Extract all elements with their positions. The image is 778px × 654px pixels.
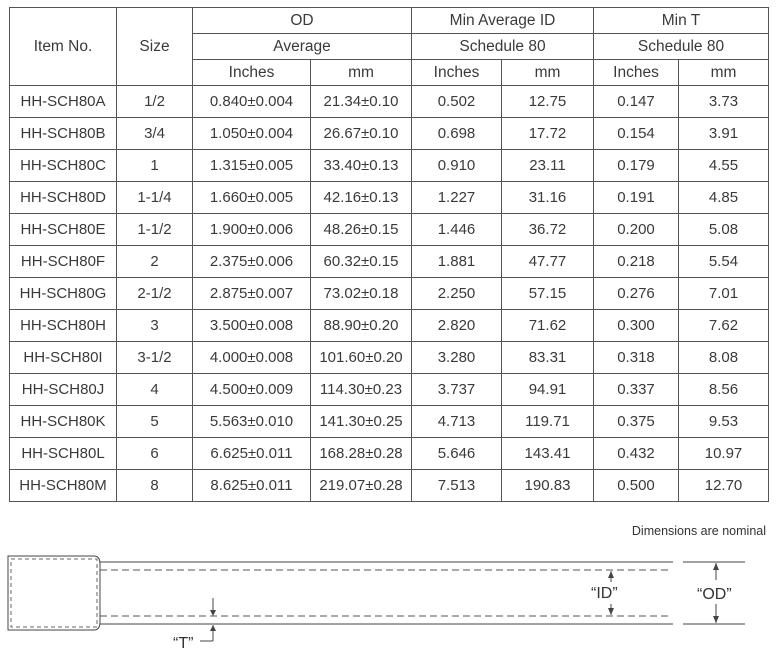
header-t-schedule: Schedule 80 [594, 34, 769, 60]
t-mm-cell: 5.54 [679, 246, 769, 278]
item-no-cell: HH-SCH80C [10, 150, 117, 182]
id-mm-cell: 94.91 [502, 374, 594, 406]
t-inches-cell: 0.337 [594, 374, 679, 406]
id-arrow-bottom [608, 608, 614, 615]
od-mm-cell: 101.60±0.20 [311, 342, 412, 374]
od-mm-cell: 26.67±0.10 [311, 118, 412, 150]
table-row [10, 470, 769, 502]
id-mm-cell: 36.72 [502, 214, 594, 246]
id-arrow-top [608, 571, 614, 578]
t-arrow-lower [210, 625, 216, 631]
t-mm-cell: 10.97 [679, 438, 769, 470]
id-inches-cell: 1.227 [412, 182, 502, 214]
size-cell: 1/2 [117, 86, 193, 118]
item-no-cell: HH-SCH80D [10, 182, 117, 214]
t-mm-cell: 8.56 [679, 374, 769, 406]
header-id-inches: Inches [412, 60, 502, 86]
table-row [10, 406, 769, 438]
id-mm-cell: 47.77 [502, 246, 594, 278]
id-inches-cell: 0.910 [412, 150, 502, 182]
id-mm-cell: 57.15 [502, 278, 594, 310]
t-mm-cell: 4.85 [679, 182, 769, 214]
id-inches-cell: 0.698 [412, 118, 502, 150]
id-mm-cell: 83.31 [502, 342, 594, 374]
t-inches-cell: 0.218 [594, 246, 679, 278]
id-inches-cell: 1.446 [412, 214, 502, 246]
size-cell: 3/4 [117, 118, 193, 150]
t-inches-cell: 0.276 [594, 278, 679, 310]
od-mm-cell: 21.34±0.10 [311, 86, 412, 118]
od-inches-cell: 1.315±0.005 [193, 150, 311, 182]
t-mm-cell: 12.70 [679, 470, 769, 502]
od-inches-cell: 6.625±0.011 [193, 438, 311, 470]
pipe-end-dashed [11, 559, 97, 627]
od-mm-cell: 42.16±0.13 [311, 182, 412, 214]
t-mm-cell: 8.08 [679, 342, 769, 374]
header-od-inches: Inches [193, 60, 311, 86]
id-inches-cell: 7.513 [412, 470, 502, 502]
t-arrow-upper [210, 610, 216, 616]
id-inches-cell: 1.881 [412, 246, 502, 278]
header-t-mm: mm [679, 60, 769, 86]
id-inches-cell: 2.820 [412, 310, 502, 342]
id-inches-cell: 3.280 [412, 342, 502, 374]
t-mm-cell: 4.55 [679, 150, 769, 182]
size-cell: 6 [117, 438, 193, 470]
od-mm-cell: 141.30±0.25 [311, 406, 412, 438]
item-no-cell: HH-SCH80M [10, 470, 117, 502]
id-mm-cell: 143.41 [502, 438, 594, 470]
t-inches-cell: 0.179 [594, 150, 679, 182]
od-inches-cell: 1.900±0.006 [193, 214, 311, 246]
size-cell: 5 [117, 406, 193, 438]
table-row [10, 150, 769, 182]
t-inches-cell: 0.500 [594, 470, 679, 502]
item-no-cell: HH-SCH80I [10, 342, 117, 374]
t-inches-cell: 0.318 [594, 342, 679, 374]
od-inches-cell: 4.000±0.008 [193, 342, 311, 374]
t-inches-cell: 0.154 [594, 118, 679, 150]
id-mm-cell: 23.11 [502, 150, 594, 182]
item-no-cell: HH-SCH80H [10, 310, 117, 342]
t-mm-cell: 7.01 [679, 278, 769, 310]
table-row [10, 310, 769, 342]
header-od: OD [193, 8, 412, 34]
id-inches-cell: 4.713 [412, 406, 502, 438]
t-mm-cell: 5.08 [679, 214, 769, 246]
t-inches-cell: 0.300 [594, 310, 679, 342]
size-cell: 1-1/4 [117, 182, 193, 214]
t-inches-cell: 0.147 [594, 86, 679, 118]
table-row [10, 118, 769, 150]
table-row [10, 374, 769, 406]
od-mm-cell: 73.02±0.18 [311, 278, 412, 310]
id-mm-cell: 12.75 [502, 86, 594, 118]
item-no-cell: HH-SCH80A [10, 86, 117, 118]
item-no-cell: HH-SCH80L [10, 438, 117, 470]
size-cell: 2-1/2 [117, 278, 193, 310]
id-inches-cell: 5.646 [412, 438, 502, 470]
id-mm-cell: 17.72 [502, 118, 594, 150]
od-mm-cell: 48.26±0.15 [311, 214, 412, 246]
size-cell: 3 [117, 310, 193, 342]
od-inches-cell: 5.563±0.010 [193, 406, 311, 438]
pipe-end-outline [8, 556, 100, 630]
t-mm-cell: 3.91 [679, 118, 769, 150]
t-mm-cell: 9.53 [679, 406, 769, 438]
size-cell: 8 [117, 470, 193, 502]
header-item-no: Item No. [10, 8, 117, 86]
od-inches-cell: 2.875±0.007 [193, 278, 311, 310]
od-arrow-top [713, 563, 719, 570]
dimensions-table [9, 7, 769, 502]
t-label: “T” [173, 635, 194, 652]
od-mm-cell: 60.32±0.15 [311, 246, 412, 278]
header-id-schedule: Schedule 80 [412, 34, 594, 60]
id-mm-cell: 31.16 [502, 182, 594, 214]
od-mm-cell: 219.07±0.28 [311, 470, 412, 502]
item-no-cell: HH-SCH80G [10, 278, 117, 310]
t-inches-cell: 0.191 [594, 182, 679, 214]
id-inches-cell: 3.737 [412, 374, 502, 406]
nominal-note: Dimensions are nominal [631, 524, 766, 538]
od-mm-cell: 168.28±0.28 [311, 438, 412, 470]
header-min-t: Min T [594, 8, 769, 34]
header-size: Size [117, 8, 193, 86]
t-inches-cell: 0.200 [594, 214, 679, 246]
table-row [10, 342, 769, 374]
id-inches-cell: 0.502 [412, 86, 502, 118]
id-inches-cell: 2.250 [412, 278, 502, 310]
item-no-cell: HH-SCH80K [10, 406, 117, 438]
table-row [10, 438, 769, 470]
table-row [10, 278, 769, 310]
od-inches-cell: 2.375±0.006 [193, 246, 311, 278]
size-cell: 1-1/2 [117, 214, 193, 246]
header-min-average-id: Min Average ID [412, 8, 594, 34]
t-mm-cell: 3.73 [679, 86, 769, 118]
size-cell: 3-1/2 [117, 342, 193, 374]
table-row [10, 214, 769, 246]
od-mm-cell: 33.40±0.13 [311, 150, 412, 182]
table-body [10, 86, 769, 502]
id-mm-cell: 71.62 [502, 310, 594, 342]
size-cell: 1 [117, 150, 193, 182]
od-inches-cell: 3.500±0.008 [193, 310, 311, 342]
t-inches-cell: 0.432 [594, 438, 679, 470]
od-mm-cell: 88.90±0.20 [311, 310, 412, 342]
size-cell: 2 [117, 246, 193, 278]
id-label: “ID” [591, 585, 618, 602]
table-row [10, 182, 769, 214]
t-mm-cell: 7.62 [679, 310, 769, 342]
table-row [10, 86, 769, 118]
od-arrow-bottom [713, 616, 719, 623]
header-id-mm: mm [502, 60, 594, 86]
t-inches-cell: 0.375 [594, 406, 679, 438]
id-mm-cell: 190.83 [502, 470, 594, 502]
size-cell: 4 [117, 374, 193, 406]
od-inches-cell: 1.660±0.005 [193, 182, 311, 214]
item-no-cell: HH-SCH80F [10, 246, 117, 278]
table-row [10, 246, 769, 278]
item-no-cell: HH-SCH80J [10, 374, 117, 406]
header-od-mm: mm [311, 60, 412, 86]
od-inches-cell: 8.625±0.011 [193, 470, 311, 502]
id-mm-cell: 119.71 [502, 406, 594, 438]
od-label: “OD” [697, 586, 732, 603]
od-inches-cell: 0.840±0.004 [193, 86, 311, 118]
pipe-drawing [0, 540, 778, 654]
item-no-cell: HH-SCH80B [10, 118, 117, 150]
item-no-cell: HH-SCH80E [10, 214, 117, 246]
header-od-average: Average [193, 34, 412, 60]
od-inches-cell: 1.050±0.004 [193, 118, 311, 150]
header-t-inches: Inches [594, 60, 679, 86]
od-mm-cell: 114.30±0.23 [311, 374, 412, 406]
od-inches-cell: 4.500±0.009 [193, 374, 311, 406]
